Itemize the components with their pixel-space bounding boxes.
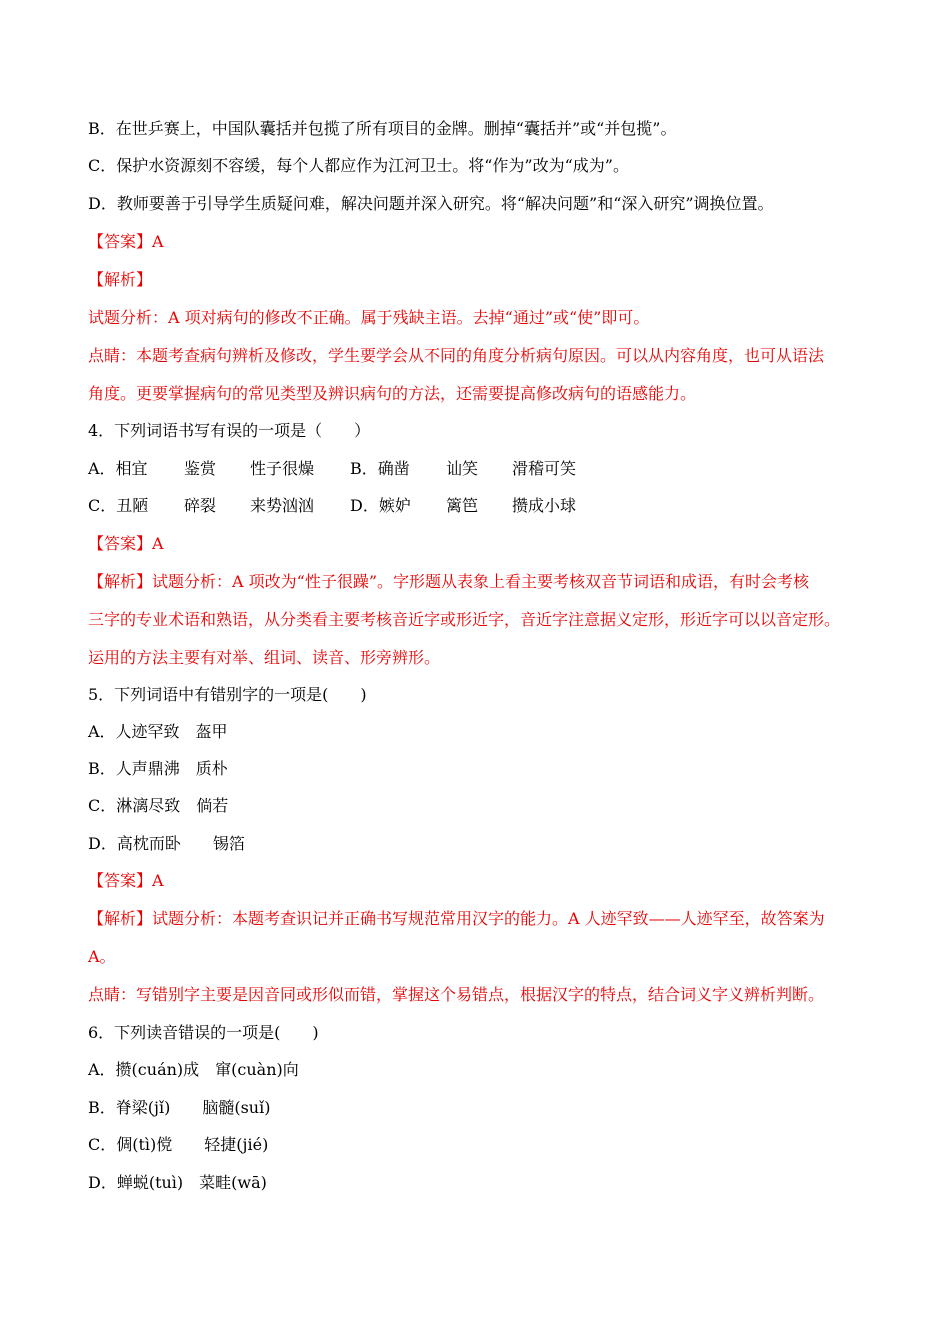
q5-option-c: C．淋漓尽致 倘若 xyxy=(88,796,229,815)
q6-option-b: B．脊梁(jǐ) 脑髓(suǐ) xyxy=(88,1098,271,1117)
q3-tip-line2: 角度。更要掌握病句的常见类型及辨识病句的方法，还需要提高修改病句的语感能力。 xyxy=(88,384,697,403)
q4-analysis-line3: 运用的方法主要有对举、组词、读音、形旁辨形。 xyxy=(88,648,441,667)
q4-analysis-line1: 【解析】试题分析：A 项改为“性子很躁”。字形题从表象上看主要考核双音节词语和成语，有时会考核 xyxy=(88,572,810,591)
q4-option-c-word2: 碎裂 xyxy=(184,496,217,515)
q3-option-b: B．在世乒赛上，中国队囊括并包揽了所有项目的金牌。删掉“囊括并”或“并包揽”。 xyxy=(88,119,677,138)
q4-option-c: C．丑陋 xyxy=(88,496,149,515)
q5-answer: 【答案】A xyxy=(88,871,164,890)
q3-analysis: 试题分析：A 项对病句的修改不正确。属于残缺主语。去掉“通过”或“使”即可。 xyxy=(88,308,650,327)
q4-option-a-word2: 鉴赏 xyxy=(184,459,217,478)
q4-option-d-word3: 攒成小球 xyxy=(512,496,577,515)
q3-tip-line1: 点睛：本题考查病句辨析及修改，学生要学会从不同的角度分析病句原因。可以从内容角度，也可从语法 xyxy=(88,346,825,365)
q6-question: 6．下列读音错误的一项是( ) xyxy=(88,1023,319,1042)
q3-option-c: C．保护水资源刻不容缓，每个人都应作为江河卫士。将“作为”改为“成为”。 xyxy=(88,156,629,175)
q3-analysis-label: 【解析】 xyxy=(88,270,153,289)
q6-option-c: C．倜(tì)傥 轻捷(jié) xyxy=(88,1135,269,1154)
q3-option-d: D．教师要善于引导学生质疑问难，解决问题并深入研究。将“解决问题”和“深入研究”调换位置。 xyxy=(88,194,774,213)
q6-option-d: D．蝉蜕(tuì) 菜畦(wā) xyxy=(88,1173,267,1192)
q3-answer: 【答案】A xyxy=(88,232,164,251)
q4-option-c-word3: 来势汹汹 xyxy=(250,496,315,515)
q4-option-b: B．确凿 xyxy=(350,459,410,478)
q4-option-d: D．嫉妒 xyxy=(350,496,411,515)
q5-option-d: D．高枕而卧 锡箔 xyxy=(88,834,245,853)
q6-option-a: A．攒(cuán)成 窜(cuàn)向 xyxy=(88,1060,299,1079)
q4-question: 4．下列词语书写有误的一项是（ ） xyxy=(88,421,371,440)
q4-answer: 【答案】A xyxy=(88,534,164,553)
q5-analysis-line2: A。 xyxy=(88,947,116,966)
q4-option-b-word3: 滑稽可笑 xyxy=(512,459,577,478)
q4-option-d-word2: 篱笆 xyxy=(446,496,479,515)
q5-analysis-line1: 【解析】试题分析：本题考查识记并正确书写规范常用汉字的能力。A 人迹罕致——人迹罕至，故答案为 xyxy=(88,909,825,928)
q4-analysis-line2: 三字的专业术语和熟语，从分类看主要考核音近字或形近字，音近字注意据义定形，形近字可以以音定形。 xyxy=(88,610,841,629)
q5-tip: 点睛：写错别字主要是因音同或形似而错，掌握这个易错点，根据汉字的特点，结合词义字义辨析判断。 xyxy=(88,985,825,1004)
q4-option-b-word2: 讪笑 xyxy=(446,459,479,478)
q4-option-a-word3: 性子很燥 xyxy=(250,459,315,478)
q5-option-b: B．人声鼎沸 质朴 xyxy=(88,759,228,778)
q5-question: 5．下列词语中有错别字的一项是( ) xyxy=(88,685,367,704)
q5-option-a: A．人迹罕致 盔甲 xyxy=(88,722,228,741)
q4-option-a: A．相宜 xyxy=(88,459,148,478)
